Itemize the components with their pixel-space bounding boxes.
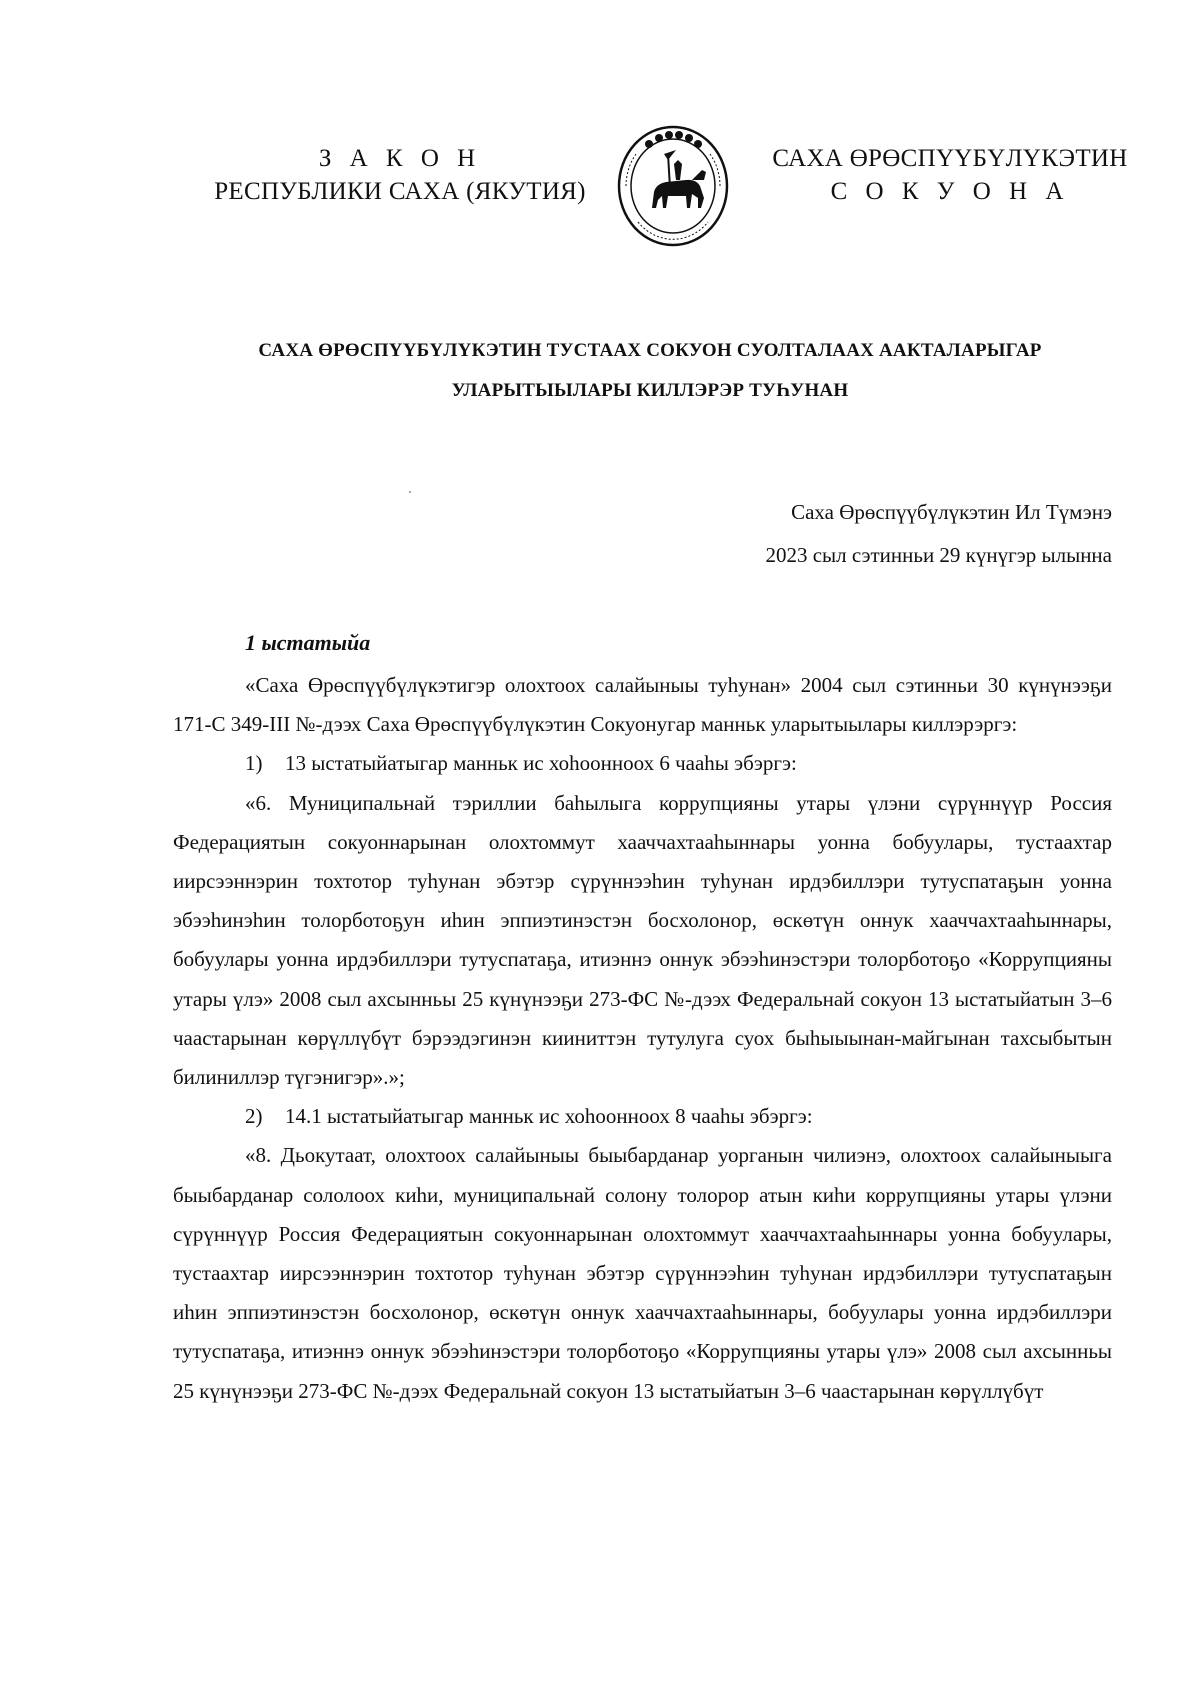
header-right-title: САХА ӨРӨСПҮҮБҮЛҮКЭТИН bbox=[772, 145, 1128, 172]
header-left bbox=[210, 142, 590, 208]
header-left-title: З А К О Н bbox=[318, 145, 482, 172]
article-heading: 1 ыстатыйа bbox=[245, 630, 371, 655]
law-title-line2: УЛАРЫТЫЫЛАРЫ КИЛЛЭРЭР ТУҺУНАН bbox=[451, 380, 849, 401]
article-intro: «Саха Өрөспүүбүлүкэтигэр олохтоох салайыныы туһунан» 2004 сыл сэтинньи 30 күнүнээҕи 171-С 349-III №-дээх Саха Өрөспүүбүлүкэтин Сокуонугар манньк уларытыылары киллэрэргэ: bbox=[173, 673, 1112, 737]
law-title-line1: САХА ӨРӨСПҮҮБҮЛҮКЭТИН ТУСТААХ СОКУОН СУОЛТАЛААХ ААКТАЛАРЫГАР bbox=[258, 340, 1042, 361]
adoption-body: Саха Өрөспүүбүлүкэтин Ил Түмэнэ bbox=[791, 500, 1112, 524]
header-right bbox=[770, 142, 1130, 208]
list-item bbox=[173, 744, 1112, 783]
header-left-subtitle: РЕСПУБЛИКИ САХА (ЯКУТИЯ) bbox=[214, 178, 586, 205]
header-right-subtitle: С О К У О Н А bbox=[830, 178, 1070, 205]
sakha-emblem-icon bbox=[616, 124, 730, 248]
item-text: 13 ыстатыйатыгар манньк ис хоһооннoох 6 чааһы эбэргэ: bbox=[285, 751, 797, 776]
article-body bbox=[173, 666, 1112, 1411]
list-item bbox=[173, 1097, 1112, 1136]
quoted-paragraph: «8. Дьокутаат, олохтоох салайыныы быыбарданар уорганын чилиэнэ, олохтоох салайыныыга быыбарданар сололоох киһи, муниципальнай солону толорор атын киһи коррупцияны утары үлэни сүрүннүүр Россия Федерациятын сокуоннарынан олохтоммут хааччахтааһыннары уонна бобуулары, тустаахтар иирсээннэрин тохтотор туһунан эбэтэр сүрүннээһин туһунан ирдэбиллэри тутуспатаҕын иһин эппиэтинэстэн босхолонор, өскөтүн оннук хааччахтааһыннары, бобуулары уонна ирдэбиллэри тутуспатаҕа, итиэннэ оннук эбээһинэстэри толорботоҕо «Коррупцияны утары үлэ» 2008 сыл ахсынньы 25 күнүнээҕи 273-ФС №-дээх Федеральнай сокуон 13 ыстатыйатын 3–6 чаастарынан көрүллүбүт bbox=[173, 1143, 1112, 1403]
item-number: 2) bbox=[245, 1104, 263, 1129]
item-number: 1) bbox=[245, 751, 263, 776]
quoted-paragraph: «6. Муниципальнай тэриллии баһылыга коррупцияны утары үлэни сүрүннүүр Россия Федерациятын сокуоннарынан олохтоммут хааччахтааһыннары уонна бобуулары, тустаахтар иирсээннэрин тохтотор туһунан эбэтэр сүрүннээһин туһунан ирдэбиллэри тутуспатаҕын уонна эбээһинэһин толорботоҕун иһин эппиэтинэстэн босхолонор, өскөтүн оннук хааччахтааһыннары, бобуулары уонна ирдэбиллэри тутуспатаҕа, итиэннэ оннук эбээһинэстэри толорботоҕо «Коррупцияны утары үлэ» 2008 сыл ахсынньы 25 күнүнээҕи 273-ФС №-дээх Федеральнай сокуон 13 ыстатыйатын 3–6 чаастарынан көрүллүбүт бэрээдэгинэн кииниттэн тутулуга суох быһыыынан-майгынан тахсыбытын билиниллэр түгэнигэр».»; bbox=[173, 790, 1112, 1090]
adoption-date: 2023 сыл сэтинньи 29 күнүгэр ылынна bbox=[765, 543, 1112, 567]
item-text: 14.1 ыстатыйатыгар манньк ис хоһооннoох 8 чааһы эбэргэ: bbox=[285, 1104, 813, 1129]
scan-dot bbox=[409, 491, 411, 493]
